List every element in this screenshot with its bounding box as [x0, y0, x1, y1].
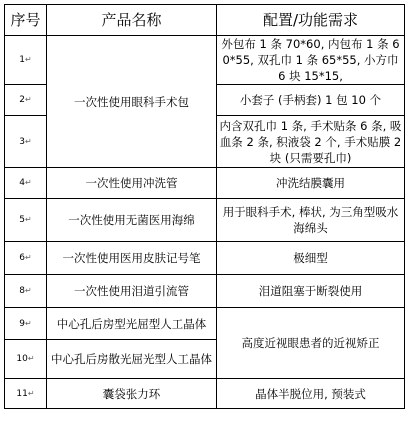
product-name: 囊袋张力环 [47, 379, 217, 409]
config-cell: 冲洗结膜囊用 [217, 168, 405, 199]
row-number: 6↵ [5, 242, 47, 275]
product-name: 一次性使用泪道引流管 [47, 275, 217, 308]
product-name: 一次性使用无菌医用海绵 [47, 199, 217, 242]
row-number: 9↵ [5, 308, 47, 340]
table-row [5, 379, 405, 409]
row-number: 1↵ [5, 36, 47, 85]
product-name: 一次性使用冲洗管 [47, 168, 217, 199]
header-name: 产品名称 [47, 5, 217, 36]
row-number: 8↵ [5, 275, 47, 308]
row-number: 11↵ [5, 379, 47, 409]
product-name: 中心孔后房型光屈型人工晶体 [47, 308, 217, 340]
config-cell: 极细型 [217, 242, 405, 275]
table-row [5, 242, 405, 275]
table-row [5, 308, 405, 340]
config-cell: 内含双孔巾 1 条, 手术贴条 6 条, 吸血条 2 条, 积液袋 2 个, 手术贴膜 2 块 (只需要孔巾) [217, 116, 405, 168]
header-config: 配置/功能需求 [217, 5, 405, 36]
row-number: 4↵ [5, 168, 47, 199]
header-row [5, 5, 405, 36]
config-cell: 外包布 1 条 70*60, 内包布 1 条 60*55, 双孔巾 1 条 65*55, 小方巾 6 块 15*15, [217, 36, 405, 85]
product-requirements-table [4, 4, 405, 409]
config-cell: 晶体半脱位用, 预装式 [217, 379, 405, 409]
row-number: 3↵ [5, 116, 47, 168]
config-cell: 泪道阻塞于断裂使用 [217, 275, 405, 308]
table-row [5, 275, 405, 308]
table-row [5, 168, 405, 199]
config-cell-group-9-10: 高度近视眼患者的近视矫正 [217, 308, 405, 379]
product-name: 一次性使用医用皮肤记号笔 [47, 242, 217, 275]
row-number: 2↵ [5, 85, 47, 116]
product-name-group-1-3: 一次性使用眼科手术包 [47, 36, 217, 168]
config-cell: 小套子 (手柄套) 1 包 10 个 [217, 85, 405, 116]
table-row [5, 36, 405, 85]
row-number: 5↵ [5, 199, 47, 242]
table-row [5, 199, 405, 242]
header-no: 序号 [5, 5, 47, 36]
row-number: 10↵ [5, 340, 47, 379]
config-cell: 用于眼科手术, 棒状, 为三角型吸水海绵头 [217, 199, 405, 242]
product-name: 中心孔后房散光屈光型人工晶体 [47, 340, 217, 379]
